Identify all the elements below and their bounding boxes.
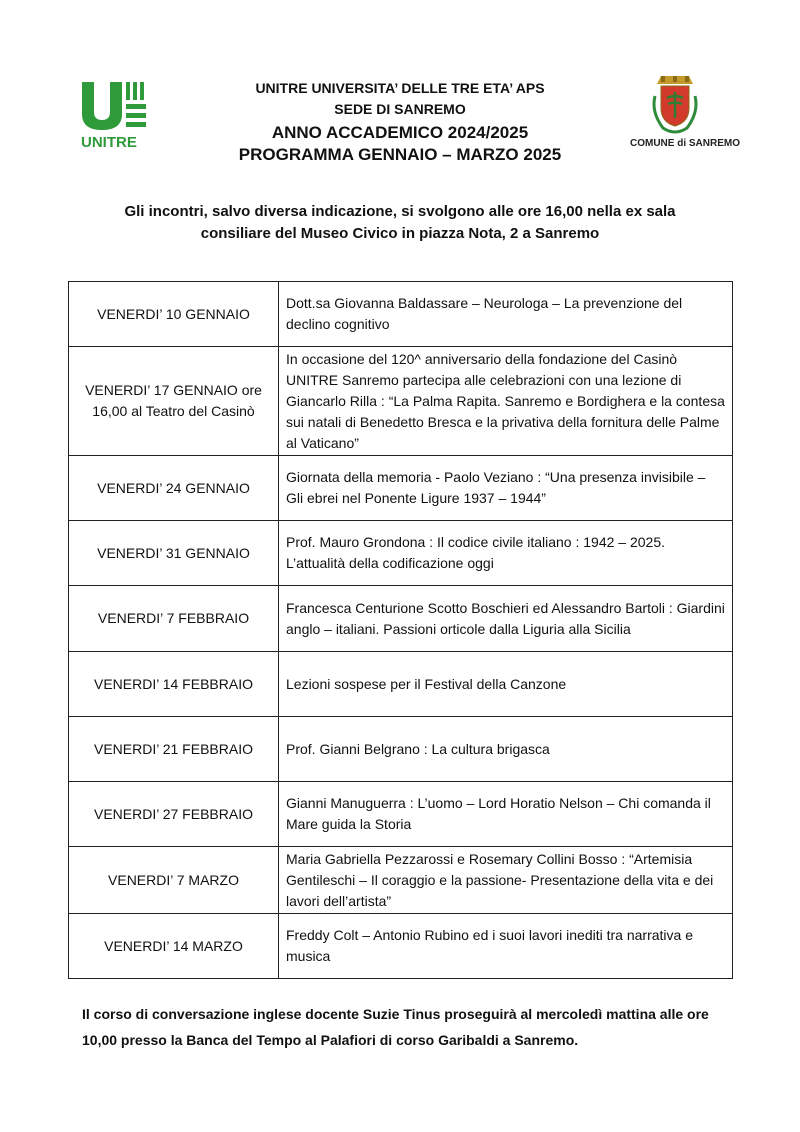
table-row (69, 521, 733, 586)
event-description: In occasione del 120^ anniversario della fondazione del Casinò UNITRE Sanremo partecipa alle celebrazioni con una lezione di Giancarlo Rilla : “La Palma Rapita. Sanremo e Bordighera e la contesa sui natali di Benedetto Bresca e la privativa della fornitura delle Palme al Vaticano” (279, 347, 733, 456)
sanremo-coat-of-arms-icon (647, 74, 703, 136)
document-header (190, 78, 610, 166)
unitre-logo-icon (80, 80, 152, 152)
event-description: Lezioni sospese per il Festival della Canzone (279, 652, 733, 717)
event-date: VENERDI’ 27 FEBBRAIO (69, 782, 279, 847)
comune-logo (630, 74, 740, 158)
table-row (69, 782, 733, 847)
footer-note: Il corso di conversazione inglese docente Suzie Tinus proseguirà al mercoledì mattina alle ore 10,00 presso la Banca del Tempo al Palafiori di corso Garibaldi a Sanremo. (82, 1006, 709, 1048)
table-row (69, 456, 733, 521)
event-date: VENERDI’ 10 GENNAIO (69, 282, 279, 347)
event-description: Giornata della memoria - Paolo Veziano : “Una presenza invisibile – Gli ebrei nel Ponente Ligure 1937 – 1944” (279, 456, 733, 521)
header-line-4: PROGRAMMA GENNAIO – MARZO 2025 (238, 145, 562, 164)
table-row (69, 847, 733, 914)
event-description: Prof. Mauro Grondona : Il codice civile italiano : 1942 – 2025. L’attualità della codificazione oggi (279, 521, 733, 586)
event-date: VENERDI’ 31 GENNAIO (69, 521, 279, 586)
header-line-3: ANNO ACCADEMICO 2024/2025 (271, 123, 529, 142)
event-description: Freddy Colt – Antonio Rubino ed i suoi lavori inediti tra narrativa e musica (279, 914, 733, 979)
event-description: Gianni Manuguerra : L’uomo – Lord Horatio Nelson – Chi comanda il Mare guida la Storia (279, 782, 733, 847)
event-date: VENERDI’ 24 GENNAIO (69, 456, 279, 521)
header-line-1: UNITRE UNIVERSITA’ DELLE TRE ETA’ APS (255, 80, 545, 96)
intro-text: Gli incontri, salvo diversa indicazione, si svolgono alle ore 16,00 nella ex sala consiliare del Museo Civico in piazza Nota, 2 a Sanremo (124, 203, 676, 242)
event-date: VENERDI’ 14 FEBBRAIO (69, 652, 279, 717)
table-row (69, 282, 733, 347)
unitre-logo-text: UNITRE (81, 134, 137, 151)
table-row (69, 914, 733, 979)
event-date: VENERDI’ 21 FEBBRAIO (69, 717, 279, 782)
program-table (68, 281, 733, 979)
header-line-2: SEDE DI SANREMO (334, 101, 466, 117)
event-date: VENERDI’ 7 MARZO (69, 847, 279, 914)
unitre-logo (80, 80, 152, 152)
event-description: Prof. Gianni Belgrano : La cultura brigasca (279, 717, 733, 782)
table-row (69, 717, 733, 782)
event-description: Maria Gabriella Pezzarossi e Rosemary Collini Bosso : “Artemisia Gentileschi – Il coraggio e la passione- Presentazione della vita e dei lavori dell’artista” (279, 847, 733, 914)
comune-label: COMUNE di SANREMO (630, 138, 740, 149)
event-date: VENERDI’ 17 GENNAIO ore 16,00 al Teatro del Casinò (69, 347, 279, 456)
table-row (69, 347, 733, 456)
event-description: Dott.sa Giovanna Baldassare – Neurologa – La prevenzione del declino cognitivo (279, 282, 733, 347)
event-description: Francesca Centurione Scotto Boschieri ed Alessandro Bartoli : Giardini anglo – italiani. Passioni orticole dalla Liguria alla Sicilia (279, 586, 733, 652)
event-date: VENERDI’ 7 FEBBRAIO (69, 586, 279, 652)
table-row (69, 652, 733, 717)
table-row (69, 586, 733, 652)
event-date: VENERDI’ 14 MARZO (69, 914, 279, 979)
